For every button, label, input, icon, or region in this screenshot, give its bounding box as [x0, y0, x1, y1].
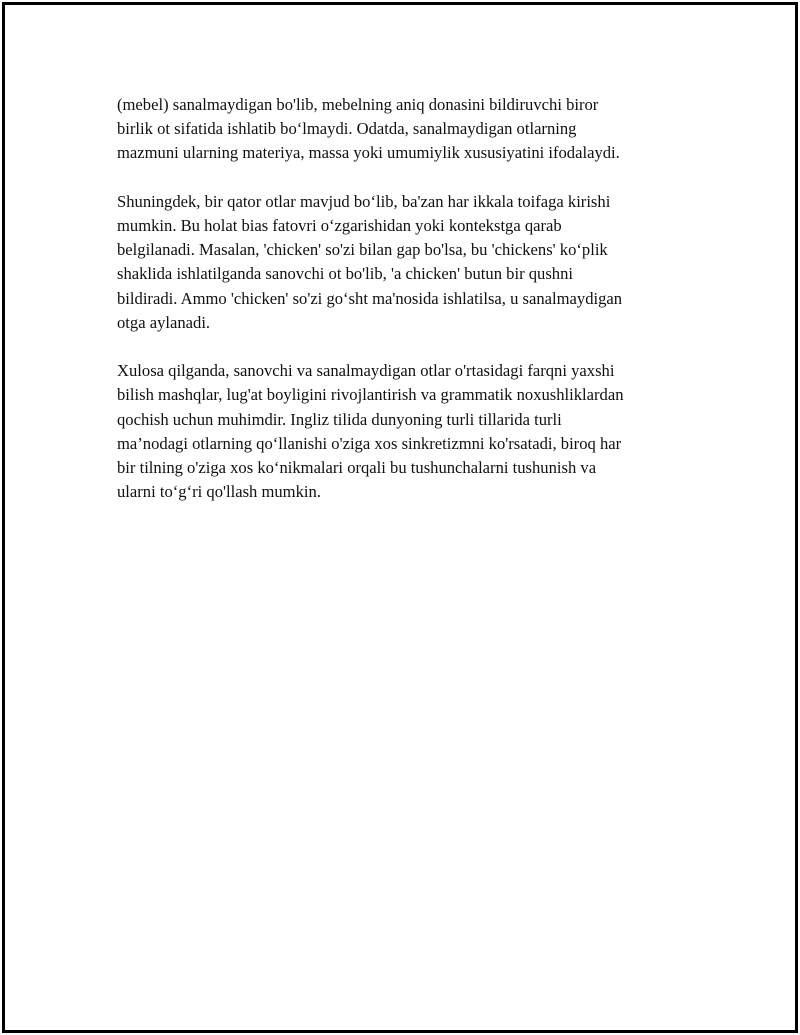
text-line: Xulosa qilganda, sanovchi va sanalmaydigan otlar o'rtasidagi farqni yaxshi — [117, 361, 615, 381]
text-line: qochish uchun muhimdir. Ingliz tilida dunyoning turli tillarida turli — [117, 409, 562, 429]
paragraph-1 — [117, 93, 692, 166]
text-line: otga aylanadi. — [117, 312, 211, 332]
text-line: ularni to‘g‘ri qo'llash mumkin. — [117, 482, 321, 502]
text-line: mazmuni ularning materiya, massa yoki umumiylik xususiyatini ifodalaydi. — [117, 143, 620, 163]
text-line: bildiradi. Ammo 'chicken' so'zi go‘sht ma'nosida ishlatilsa, u sanalmaydigan — [117, 288, 623, 308]
text-line: belgilanadi. Masalan, 'chicken' so'zi bilan gap bo'lsa, bu 'chickens' ko‘plik — [117, 240, 608, 260]
text-line: bir tilning o'ziga xos ko‘nikmalari orqali bu tushunchalarni tushunish va — [117, 458, 597, 478]
text-line: birlik ot sifatida ishlatib bo‘lmaydi. Odatda, sanalmaydigan otlarning — [117, 119, 577, 139]
text-line: ma’nodagi otlarning qo‘llanishi o'ziga xos sinkretizmni ko'rsatadi, biroq har — [117, 433, 622, 453]
text-line: mumkin. Bu holat bias fatovri o‘zgarishidan yoki kontekstga qarab — [117, 216, 562, 235]
text-line: Shuningdek, bir qator otlar mavjud bo‘lib, ba'zan har ikkala toifaga kirishi — [117, 191, 611, 211]
text-line: shaklida ishlatilganda sanovchi ot bo'lib, 'a chicken' butun bir qushni — [117, 264, 573, 284]
text-line: (mebel) sanalmaydigan bo'lib, mebelning aniq donasini bildiruvchi biror — [117, 95, 599, 114]
paragraph-3 — [117, 359, 692, 504]
text-line: bilish mashqlar, lug'at boyligini rivojlantirish va grammatik noxushliklardan — [117, 385, 624, 405]
document-body — [117, 93, 692, 529]
paragraph-2 — [117, 190, 692, 335]
